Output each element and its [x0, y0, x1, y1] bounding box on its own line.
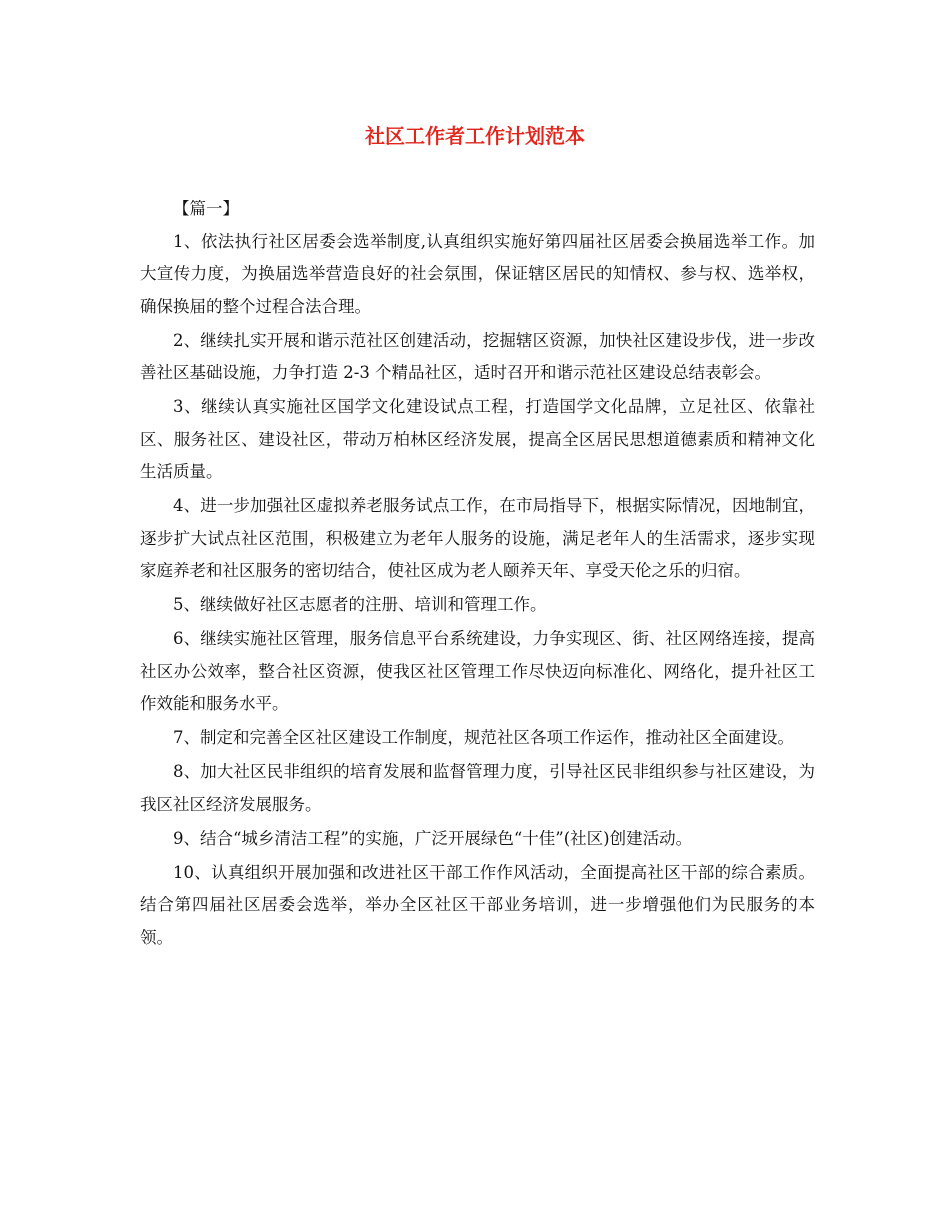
paragraph-9: 9、结合“城乡清洁工程”的实施，广泛开展绿色“十佳”(社区)创建活动。 — [173, 828, 693, 848]
paragraph-10: 10、认真组织开展加强和改进社区干部工作作风活动，全面提高社区干部的综合素质。结合第四届社区居委会选举，举办全区社区干部业务培训，进一步增强他们为民服务的本领。 — [140, 862, 815, 947]
paragraph-1: 1、依法执行社区居委会选举制度,认真组织实施好第四届社区居委会换届选举工作。加大宣传力度，为换届选举营造良好的社会氛围，保证辖区居民的知情权、参与权、选举权，确保换届的整个过程合法合理。 — [140, 231, 815, 316]
paragraph-7: 7、制定和完善全区社区建设工作制度，规范社区各项工作运作，推动社区全面建设。 — [173, 728, 794, 747]
paragraph-4: 4、进一步加强社区虚拟养老服务试点工作，在市局指导下，根据实际情况，因地制宜，逐步扩大试点社区范围，积极建立为老年人服务的设施，满足老年人的生活需求，逐步实现家庭养老和社区服务的密切结合，使社区成为老人颐养天年、享受天伦之乐的归宿。 — [140, 496, 815, 580]
paragraph-2: 2、继续扎实开展和谐示范社区创建活动，挖掘辖区资源，加快社区建设步伐，进一步改善社区基础设施，力争打造 2-3 个精品社区，适时召开和谐示范社区建设总结表彰会。 — [140, 330, 815, 382]
paragraph-5: 5、继续做好社区志愿者的注册、培训和管理工作。 — [173, 595, 547, 614]
document-body — [140, 193, 815, 956]
paragraph-8: 8、加大社区民非组织的培育发展和监督管理力度，引导社区民非组织参与社区建设，为我区社区经济发展服务。 — [140, 762, 815, 814]
section-label: 【篇一】 — [173, 199, 239, 218]
paragraph-6: 6、继续实施社区管理，服务信息平台系统建设，力争实现区、街、社区网络连接，提高社区办公效率，整合社区资源，使我区社区管理工作尽快迈向标准化、网络化，提升社区工作效能和服务水平。 — [140, 629, 815, 713]
document-title: 社区工作者工作计划范本 — [365, 124, 585, 148]
paragraph-3: 3、继续认真实施社区国学文化建设试点工程，打造国学文化品牌，立足社区、依靠社区、服务社区、建设社区，带动万柏林区经济发展，提高全区居民思想道德素质和精神文化生活质量。 — [140, 397, 815, 481]
